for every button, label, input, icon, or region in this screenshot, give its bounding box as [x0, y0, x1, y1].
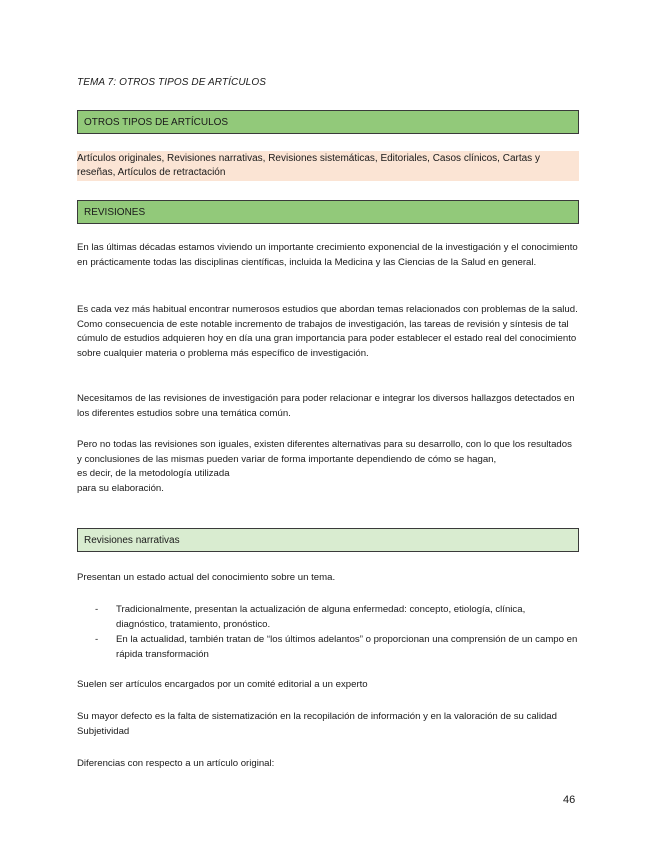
paragraph-not-equal [77, 438, 579, 496]
paragraph-differences: Diferencias con respecto a un artículo original: [77, 758, 275, 769]
paragraph-health-studies: Es cada vez más habitual encontrar numerosos estudios que abordan temas relacionados con problemas de la salud. Como consecuencia de este notable incremento de trabajos de investigación, las tareas de revisión y síntesis de tal cúmulo de estudios adquieren hoy en día una gran importancia para poder establecer el estado real del conocimiento sobre cualquier materia o problema más específico de investigación. [77, 304, 578, 359]
paragraph-defect: Su mayor defecto es la falta de sistematización en la recopilación de información y en la valoración de su calidad Subjetividad [77, 711, 557, 737]
bullet-dash: - [95, 604, 99, 615]
list-item [77, 633, 579, 662]
topic-title: TEMA 7: OTROS TIPOS DE ARTÍCULOS [77, 77, 266, 88]
article-types-highlight: Artículos originales, Revisiones narrativas, Revisiones sistemáticas, Editoriales, Casos clínicos, Cartas y reseñas, Artículos de retractación [77, 151, 579, 181]
bullet-text: Tradicionalmente, presentan la actualización de alguna enfermedad: concepto, etiología, clínica, diagnóstico, tratamiento, pronóstico. [116, 604, 526, 630]
bullet-dash: - [95, 634, 99, 645]
narrative-intro: Presentan un estado actual del conocimiento sobre un tema. [77, 572, 336, 583]
paragraph-commissioned: Suelen ser artículos encargados por un comité editorial a un experto [77, 679, 368, 690]
section-header-narrative-reviews: Revisiones narrativas [77, 528, 579, 552]
paragraph-not-equal-line-1: es decir, de la metodología utilizada [77, 468, 230, 479]
paragraph-growth: En las últimas décadas estamos viviendo un importante crecimiento exponencial de la investigación y el conocimiento en prácticamente todas las disciplinas científicas, incluida la Medicina y las Ciencias de la Salud en general. [77, 242, 578, 268]
paragraph-not-equal-main: Pero no todas las revisiones son iguales, existen diferentes alternativas para su desarrollo, con lo que los resultados y conclusiones de las mismas pueden variar de forma importante dependiendo de cómo se hagan, [77, 439, 572, 465]
section-header-other-types: OTROS TIPOS DE ARTÍCULOS [77, 110, 579, 134]
paragraph-need-reviews: Necesitamos de las revisiones de investigación para poder relacionar e integrar los diversos hallazgos detectados en los diferentes estudios sobre una temática común. [77, 393, 575, 419]
bullet-text: En la actualidad, también tratan de “los últimos adelantos” o proporcionan una comprensión de un campo en rápida transformación [116, 634, 578, 660]
bullet-list [77, 603, 579, 663]
page-number: 46 [563, 794, 576, 806]
paragraph-not-equal-line-2: para su elaboración. [77, 482, 164, 494]
list-item [77, 603, 579, 632]
section-header-reviews: REVISIONES [77, 200, 579, 224]
